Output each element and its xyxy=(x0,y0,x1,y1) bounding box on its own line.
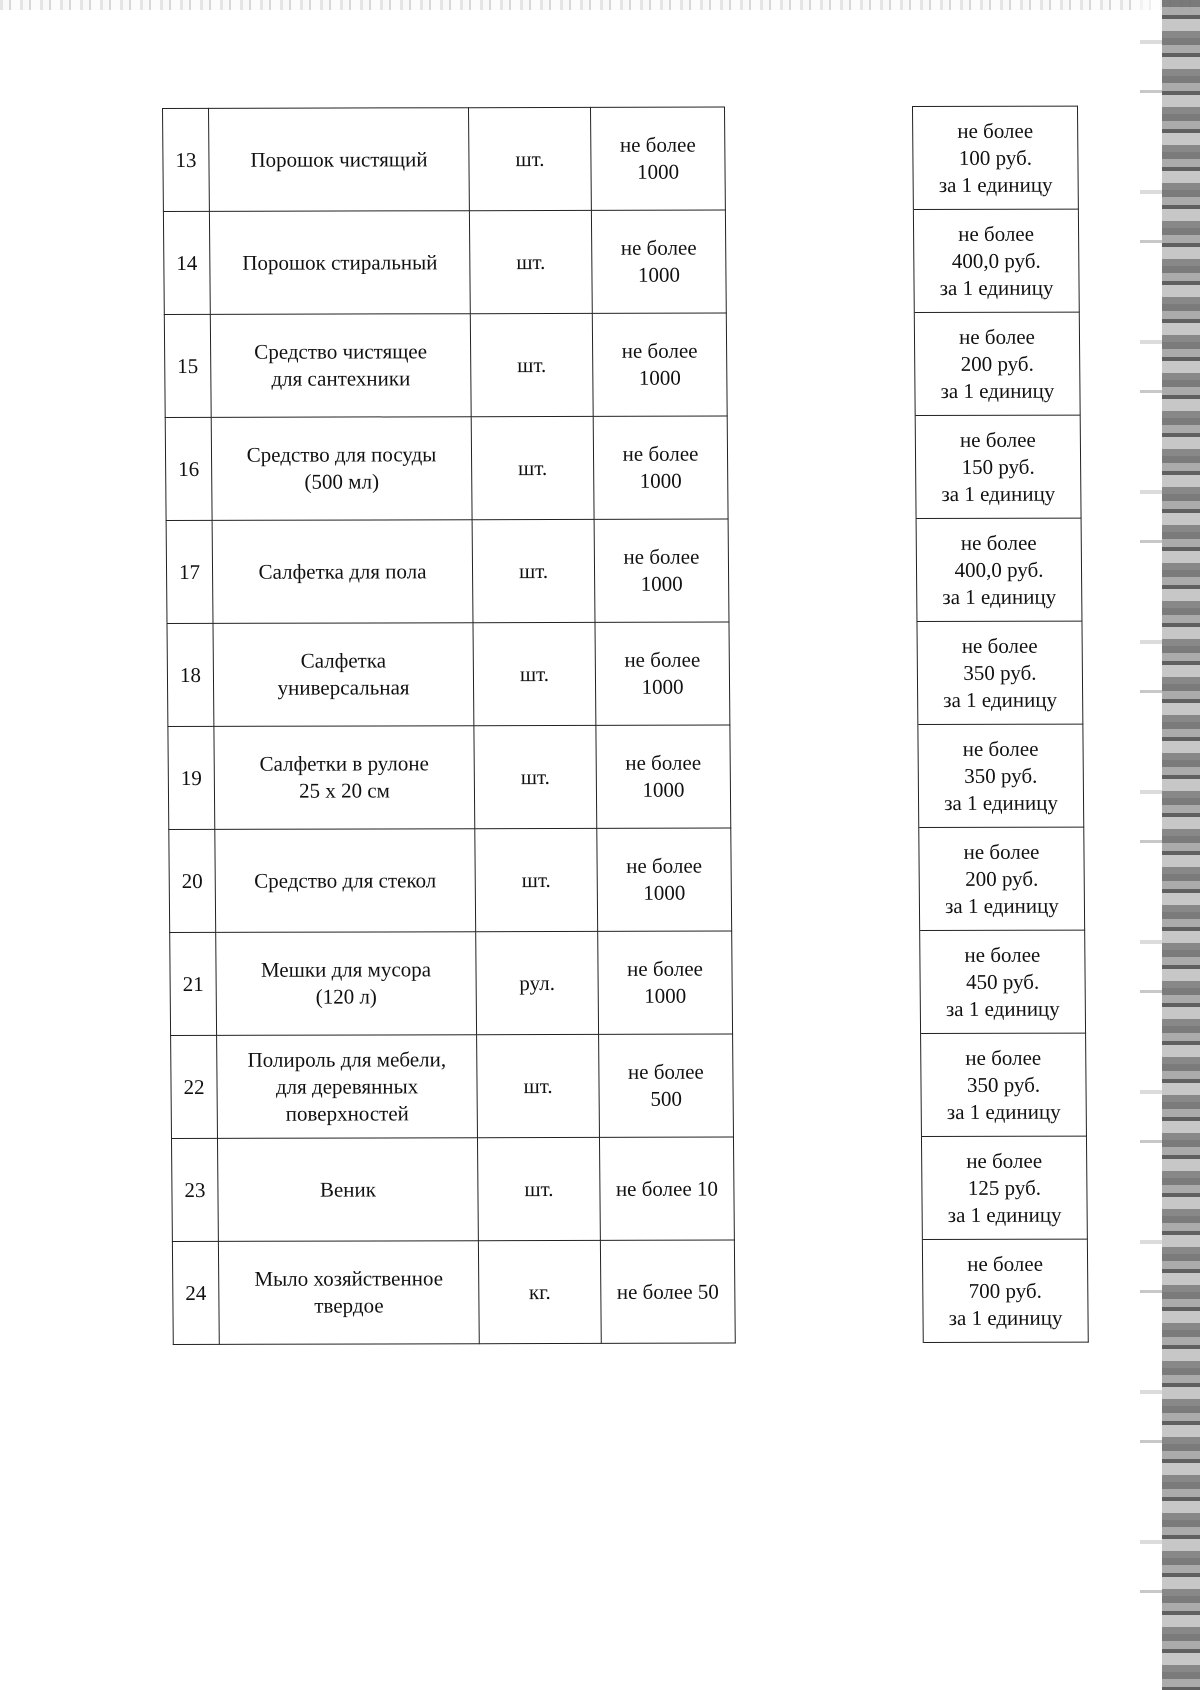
empty-column xyxy=(733,1034,922,1137)
name-line: 25 х 20 см xyxy=(298,778,390,803)
item-unit: шт. xyxy=(471,416,594,519)
item-unit: шт. xyxy=(475,828,598,931)
price-line: не более xyxy=(964,942,1041,967)
item-quantity xyxy=(590,107,725,210)
item-price xyxy=(914,312,1080,415)
table-row xyxy=(169,827,1085,932)
item-name xyxy=(209,211,470,315)
table-row xyxy=(166,518,1082,623)
qty-line: 500 xyxy=(650,1086,682,1111)
item-quantity xyxy=(595,622,730,725)
empty-column xyxy=(731,828,920,931)
price-line: не более xyxy=(958,221,1035,246)
row-number: 15 xyxy=(164,314,211,417)
item-price xyxy=(913,209,1079,312)
price-line: 100 руб. xyxy=(958,145,1033,170)
item-unit: шт. xyxy=(472,519,595,622)
qty-line: не более xyxy=(620,235,697,260)
empty-column xyxy=(729,622,918,725)
price-line: не более xyxy=(966,1148,1043,1173)
item-quantity xyxy=(593,416,728,519)
price-line: за 1 единицу xyxy=(944,790,1059,815)
empty-column xyxy=(734,1240,923,1343)
price-line: за 1 единицу xyxy=(944,893,1059,918)
table-row xyxy=(171,1136,1087,1241)
qty-line: не более xyxy=(624,647,701,672)
qty-line: не более xyxy=(623,544,700,569)
table-row xyxy=(163,209,1079,314)
item-price xyxy=(917,621,1083,724)
price-line: за 1 единицу xyxy=(938,172,1053,197)
price-line: не более xyxy=(962,736,1039,761)
price-line: за 1 единицу xyxy=(941,481,1056,506)
qty-line: 1000 xyxy=(637,262,681,287)
name-line: Порошок стиральный xyxy=(242,249,438,275)
price-line: 400,0 руб. xyxy=(954,557,1044,582)
item-name xyxy=(212,520,473,624)
empty-column xyxy=(732,931,921,1034)
item-unit: шт. xyxy=(474,725,597,828)
items-table-body xyxy=(163,106,1089,1344)
row-number: 16 xyxy=(165,417,212,520)
name-line: Салфетка для пола xyxy=(258,558,427,584)
price-line: 700 руб. xyxy=(968,1278,1042,1303)
price-line: не более xyxy=(957,118,1034,143)
item-price xyxy=(921,1033,1087,1136)
item-unit: шт. xyxy=(470,313,593,416)
empty-column xyxy=(733,1137,922,1240)
qty-line: не более xyxy=(619,132,696,157)
item-name xyxy=(217,1138,478,1242)
price-line: 200 руб. xyxy=(960,351,1034,376)
name-line: Порошок чистящий xyxy=(250,146,428,172)
row-number: 20 xyxy=(169,829,216,932)
empty-column xyxy=(724,107,913,210)
item-unit: шт. xyxy=(477,1034,600,1137)
empty-column xyxy=(728,519,917,622)
qty-line: 1000 xyxy=(642,777,685,802)
qty-line: 1000 xyxy=(641,674,684,699)
qty-line: 1000 xyxy=(643,880,686,905)
qty-line: не более xyxy=(627,1059,704,1084)
price-line: за 1 единицу xyxy=(948,1305,1063,1330)
price-line: 350 руб. xyxy=(963,660,1037,685)
price-line: 125 руб. xyxy=(967,1175,1042,1200)
price-line: не более xyxy=(961,633,1038,658)
scan-edge-top xyxy=(0,0,1200,10)
row-number: 17 xyxy=(166,520,213,623)
qty-line: не более xyxy=(622,441,699,466)
price-line: 450 руб. xyxy=(965,969,1040,994)
name-line: для сантехники xyxy=(271,366,411,391)
item-quantity xyxy=(592,313,727,416)
item-name xyxy=(214,726,475,830)
name-line: Средство для стекол xyxy=(254,867,437,893)
price-line: не более xyxy=(967,1251,1044,1276)
table-row xyxy=(167,621,1083,726)
qty-line: 1000 xyxy=(640,571,683,596)
qty-line: не более xyxy=(621,338,698,363)
name-line: твердое xyxy=(314,1293,384,1318)
name-line: Средство чистящее xyxy=(254,339,428,364)
item-quantity xyxy=(598,931,733,1034)
price-line: 350 руб. xyxy=(966,1072,1041,1097)
name-line: (500 мл) xyxy=(304,469,380,494)
row-number: 24 xyxy=(172,1241,219,1344)
items-table xyxy=(162,106,1089,1345)
item-unit: шт. xyxy=(473,622,596,725)
name-line: Средство для посуды xyxy=(246,442,437,467)
item-name xyxy=(210,314,471,418)
table-row xyxy=(171,1033,1087,1138)
item-name xyxy=(213,623,474,727)
qty-line: 1000 xyxy=(638,365,681,390)
name-line: Полироль для мебели, xyxy=(247,1046,447,1072)
item-name xyxy=(218,1241,479,1345)
item-quantity xyxy=(599,1137,734,1240)
qty-line: 1000 xyxy=(636,159,680,184)
name-line: Салфетка xyxy=(300,648,387,673)
qty-line: 1000 xyxy=(639,468,682,493)
item-price xyxy=(916,518,1082,621)
price-line: 150 руб. xyxy=(961,454,1035,479)
qty-line: не более xyxy=(625,750,702,775)
price-line: не более xyxy=(965,1045,1042,1070)
item-unit: рул. xyxy=(476,931,599,1034)
price-line: за 1 единицу xyxy=(945,996,1060,1021)
row-number: 22 xyxy=(171,1035,218,1138)
row-number: 13 xyxy=(163,108,210,211)
row-number: 21 xyxy=(170,932,217,1035)
scan-edge-right xyxy=(1162,0,1200,1690)
row-number: 18 xyxy=(167,623,214,726)
item-price xyxy=(915,415,1081,518)
item-quantity xyxy=(591,210,726,313)
table-row xyxy=(172,1239,1088,1344)
empty-column xyxy=(730,725,919,828)
item-name xyxy=(217,1035,478,1139)
table-row xyxy=(170,930,1086,1035)
item-name xyxy=(215,829,476,933)
price-line: 200 руб. xyxy=(965,866,1039,891)
qty-line: не более 10 xyxy=(615,1176,719,1201)
price-line: не более xyxy=(959,427,1036,452)
item-unit: кг. xyxy=(478,1240,601,1343)
item-quantity xyxy=(596,725,731,828)
price-line: не более xyxy=(963,839,1040,864)
qty-line: 1000 xyxy=(644,983,687,1008)
name-line: для деревянных xyxy=(275,1073,419,1099)
item-price xyxy=(912,106,1078,209)
item-price xyxy=(920,930,1086,1033)
item-quantity xyxy=(599,1034,734,1137)
item-price xyxy=(918,724,1084,827)
empty-column xyxy=(726,313,915,416)
price-line: за 1 единицу xyxy=(946,1099,1061,1124)
qty-line: не более xyxy=(626,956,704,981)
item-price xyxy=(921,1136,1087,1239)
name-line: Салфетки в рулоне xyxy=(259,751,429,776)
price-line: за 1 единицу xyxy=(942,584,1057,609)
price-line: 400,0 руб. xyxy=(951,248,1041,273)
item-unit: шт. xyxy=(477,1137,600,1240)
price-line: не более xyxy=(958,324,1036,349)
price-line: за 1 единицу xyxy=(940,378,1055,403)
item-unit: шт. xyxy=(468,107,591,210)
row-number: 19 xyxy=(168,726,215,829)
item-quantity xyxy=(600,1240,735,1343)
qty-line: не более 50 xyxy=(616,1279,719,1304)
price-line: за 1 единицу xyxy=(939,275,1054,300)
name-line: (120 л) xyxy=(315,984,377,1009)
item-price xyxy=(919,827,1085,930)
name-line: Веник xyxy=(319,1176,377,1202)
name-line: поверхностей xyxy=(285,1100,409,1126)
qty-line: не более xyxy=(626,853,703,878)
item-name xyxy=(211,417,472,521)
item-unit: шт. xyxy=(469,210,592,313)
item-name xyxy=(216,932,477,1036)
empty-column xyxy=(725,210,914,313)
item-name xyxy=(209,108,470,212)
row-number: 23 xyxy=(171,1138,218,1241)
item-price xyxy=(922,1239,1088,1342)
name-line: универсальная xyxy=(277,675,410,700)
price-line: за 1 единицу xyxy=(943,687,1058,712)
empty-column xyxy=(727,416,916,519)
table-row xyxy=(164,312,1080,417)
table-row xyxy=(168,724,1084,829)
item-quantity xyxy=(594,519,729,622)
price-line: за 1 единицу xyxy=(947,1202,1062,1227)
price-line: не более xyxy=(960,530,1037,555)
name-line: Мешки для мусора xyxy=(260,957,432,982)
price-line: 350 руб. xyxy=(964,763,1038,788)
table-row xyxy=(163,106,1079,211)
name-line: Мыло хозяйственное xyxy=(254,1266,444,1291)
table-row xyxy=(165,415,1081,520)
item-quantity xyxy=(597,828,732,931)
row-number: 14 xyxy=(163,211,210,314)
